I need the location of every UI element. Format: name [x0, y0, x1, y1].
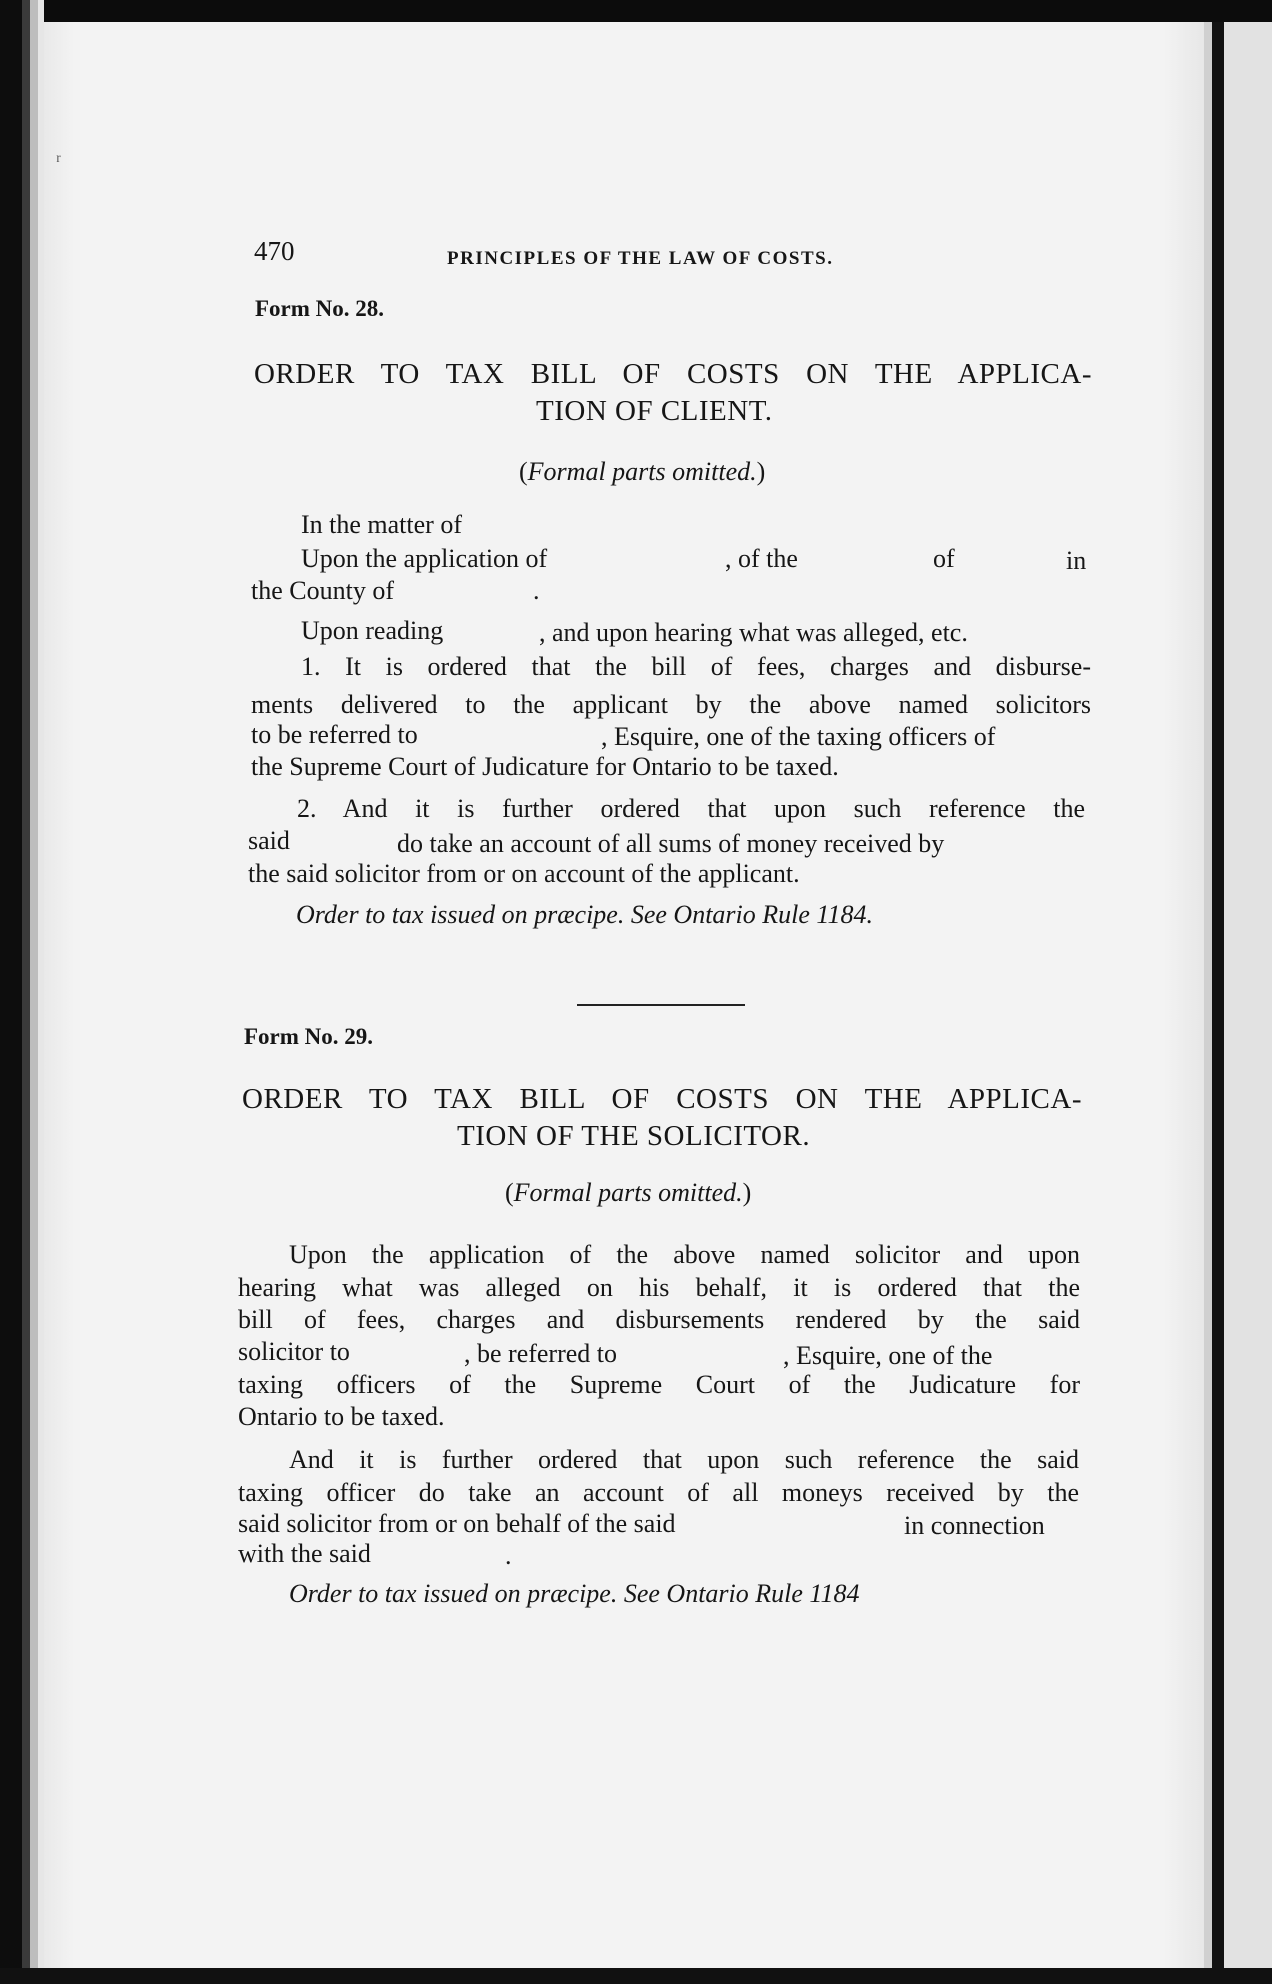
form-29-para2-line3a: said solicitor from or on behalf of the said — [238, 1509, 676, 1538]
form-29-para2-line2: taxing officer do take an account of all moneys received by the — [238, 1478, 1079, 1507]
form-28-rule-note: Order to tax issued on præcipe. See Ontario Rule 1184. — [296, 900, 873, 929]
form-28-matter: In the matter of — [301, 510, 462, 539]
form-28-para1-line1: 1. It is ordered that the bill of fees, charges and disburse- — [301, 652, 1091, 681]
scan-border-bottom — [0, 1968, 1272, 1984]
form-28-para2-line2b: do take an account of all sums of money received by — [397, 829, 945, 858]
facing-page-edge — [1224, 22, 1272, 1984]
form-28-para2-line3: the said solicitor from or on account of the applicant. — [248, 859, 800, 888]
form-29-para1-line2: hearing what was alleged on his behalf, it is ordered that the — [238, 1273, 1080, 1302]
form-29-para1-line4a: solicitor to — [238, 1337, 350, 1366]
form-28-title-line1: ORDER TO TAX BILL OF COSTS ON THE APPLICA- — [254, 358, 1092, 390]
running-head: PRINCIPLES OF THE LAW OF COSTS. — [447, 248, 834, 269]
form-29-para2-line4b: . — [505, 1541, 512, 1570]
form-28-app-upon: Upon the application of — [301, 544, 548, 573]
form-29-rule-note: Order to tax issued on præcipe. See Ontario Rule 1184 — [289, 1579, 860, 1608]
form-29-para1-line5: taxing officers of the Supreme Court of the Judicature for — [238, 1370, 1080, 1399]
page-number: 470 — [254, 236, 295, 266]
form-29-title-line1: ORDER TO TAX BILL OF COSTS ON THE APPLICA- — [242, 1083, 1082, 1115]
form-29-title-line2: TION OF THE SOLICITOR. — [457, 1120, 811, 1152]
scan-border-right — [1212, 22, 1224, 1984]
form-28-county: the County of — [251, 576, 394, 605]
scan-speck: ʳ — [56, 148, 61, 173]
form-28-label: Form No. 28. — [255, 296, 385, 321]
form-28-para1-line3b: , Esquire, one of the taxing officers of — [601, 722, 996, 751]
form-28-app-in: in — [1066, 546, 1087, 575]
section-divider — [577, 1004, 745, 1006]
book-page — [44, 22, 1204, 1984]
form-28-county-dot: . — [533, 576, 540, 605]
form-28-para1-line3a: to be referred to — [251, 720, 418, 749]
page-gutter — [1204, 22, 1212, 1984]
form-29-formal-note: (Formal parts omitted.) — [505, 1178, 752, 1207]
form-29-para1-line3: bill of fees, charges and disbursements rendered by the said — [238, 1305, 1080, 1334]
form-29-para2-line4a: with the said — [238, 1539, 371, 1568]
form-28-para1-line4: the Supreme Court of Judicature for Ontario to be taxed. — [251, 752, 839, 781]
form-28-app-of-the: , of the — [725, 544, 798, 573]
form-28-reading-rest: , and upon hearing what was alleged, etc. — [539, 618, 968, 647]
form-29-label: Form No. 29. — [244, 1024, 374, 1049]
scan-border-top — [0, 0, 1272, 22]
form-28-para2-line1: 2. And it is further ordered that upon such reference the — [297, 794, 1085, 823]
form-28-para1-line2: ments delivered to the applicant by the above named solicitors — [251, 690, 1091, 719]
form-29-para2-line3b: in connection — [904, 1511, 1045, 1540]
form-29-para1-line1: Upon the application of the above named solicitor and upon — [289, 1240, 1080, 1269]
form-28-app-of: of — [933, 544, 955, 573]
form-28-title-line2: TION OF CLIENT. — [536, 395, 773, 427]
form-28-para2-line2a: said — [248, 826, 290, 855]
form-29-para1-line4b: , be referred to — [464, 1339, 618, 1368]
form-28-reading-upon: Upon reading — [301, 616, 444, 645]
form-29-para2-line1: And it is further ordered that upon such reference the said — [289, 1445, 1079, 1474]
form-29-para1-line4c: , Esquire, one of the — [783, 1341, 993, 1370]
form-28-formal-note: (Formal parts omitted.) — [519, 457, 766, 486]
scan-border-left — [0, 0, 44, 1984]
form-29-para1-line6: Ontario to be taxed. — [238, 1402, 445, 1431]
